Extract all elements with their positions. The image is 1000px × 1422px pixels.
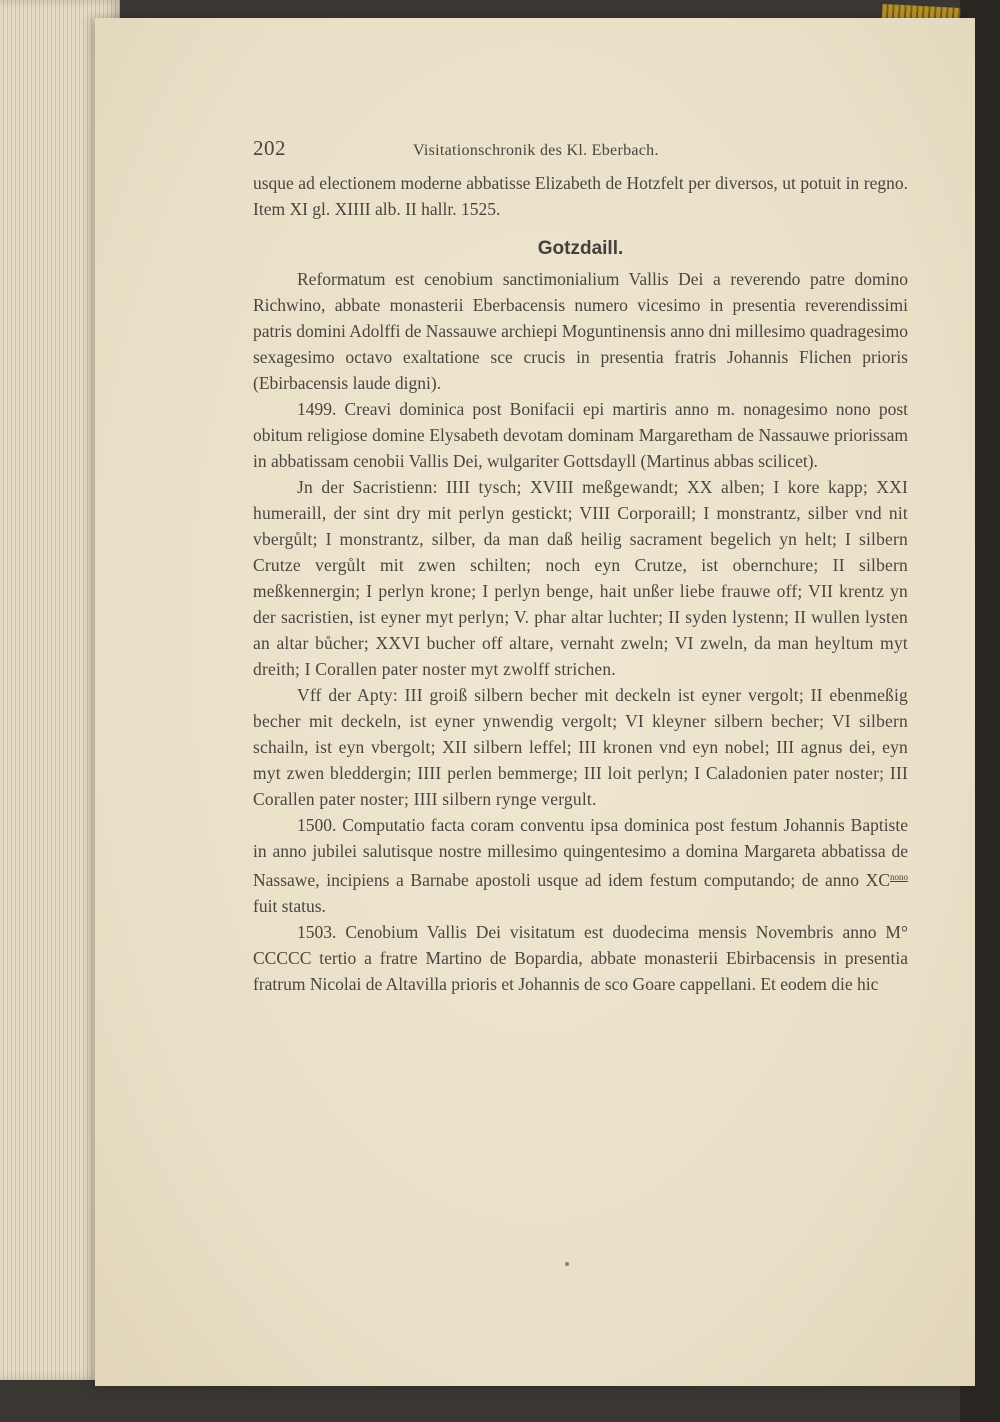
paragraph-1500-tail: fuit status. <box>253 896 326 916</box>
page-header <box>253 136 908 170</box>
section-heading: Gotzdaill. <box>537 238 624 259</box>
paper-speck <box>565 1262 569 1266</box>
paragraph-1500-text: 1500. Computatio facta coram conventu ipsa dominica post festum Johannis Baptiste in anno jubilei salutisque nostre millesimo quingentesimo a domina Margareta abbatissa de Nassawe, incipiens a Barnabe apostoli usque ad idem festum computando; de anno XC <box>253 815 908 890</box>
page-content <box>253 136 908 997</box>
paragraph-sacristienn: Jn der Sacristienn: IIII tysch; XVIII meßgewandt; XX alben; I kore kapp; XXI humeraill, der sint dry mit perlyn gestickt; VIII Corporaill; I monstrantz, silber vnd nit vbergůlt; I monstrantz, silber, da man daß heilig sacrament begelich yn helt; I silbern Crutze vergůlt mit zwen schilten; noch eyn Crutze, ist obernchure; II silbern meßkennergin; I perlyn krone; I perlyn benge, hait unßer liebe frauwe off; VII krentz yn der sacristien, ist eyner myt perlyn; V. phar altar luchter; II syden lystenn; II wullen lysten an altar bůcher; XXVI bucher off altare, vernaht zweln; VI zweln, da man heyltum myt dreith; I Corallen pater noster myt zwolff strichen. <box>253 477 908 679</box>
running-title: Visitationschronik des Kl. Eberbach. <box>413 142 659 159</box>
paragraph-continuation: usque ad electionem moderne abbatisse Elizabeth de Hotzfelt per diversos, ut potuit in regno. Item XI gl. XIIII alb. II hallr. 1525. <box>253 173 908 219</box>
superscript-nono: nono <box>890 872 908 882</box>
page-number: 202 <box>253 136 286 160</box>
paragraph-apty: Vff der Apty: III groiß silbern becher mit deckeln ist eyner vergolt; II ebenmeßig becher mit deckeln, ist eyner ynwendig vergolt; VI kleyner silbern becher; VI silbern schailn, ist eyn vbergolt; XII silbern leffel; III kronen vnd eyn nobel; III agnus dei, eyn myt zwen bleddergin; IIII perlen bemmerge; III loit perlyn; I Caladonien pater noster; III Corallen pater noster; IIII silbern rynge vergult. <box>253 685 908 809</box>
paragraph-1500 <box>253 812 908 919</box>
paragraph-reformatum: Reformatum est cenobium sanctimonialium Vallis Dei a reverendo patre domino Richwino, abbate monasterii Eberbacensis numero vicesimo in presentia reverendissimi patris domini Adolffi de Nassauwe archiepi Moguntinensis anno dni millesimo quadragesimo sexagesimo octavo exaltatione sce crucis in presentia fratris Johannis Flichen prioris (Ebirbacensis laude digni). <box>253 269 908 393</box>
paragraph-1503: 1503. Cenobium Vallis Dei visitatum est duodecima mensis Novembris anno M° CCCCC tertio a fratre Martino de Bopardia, abbate monasterii Ebirbacensis in presentia fratrum Nicolai de Altavilla prioris et Johannis de sco Goare cappellani. Et eodem die hic <box>253 922 908 994</box>
paragraph-1499: 1499. Creavi dominica post Bonifacii epi martiris anno m. nonagesimo nono post obitum religiose domine Elysabeth devotam dominam Margaretham de Nassauwe priorissam in abbatissam cenobii Vallis Dei, wulgariter Gottsdayll (Martinus abbas scilicet). <box>253 399 908 471</box>
